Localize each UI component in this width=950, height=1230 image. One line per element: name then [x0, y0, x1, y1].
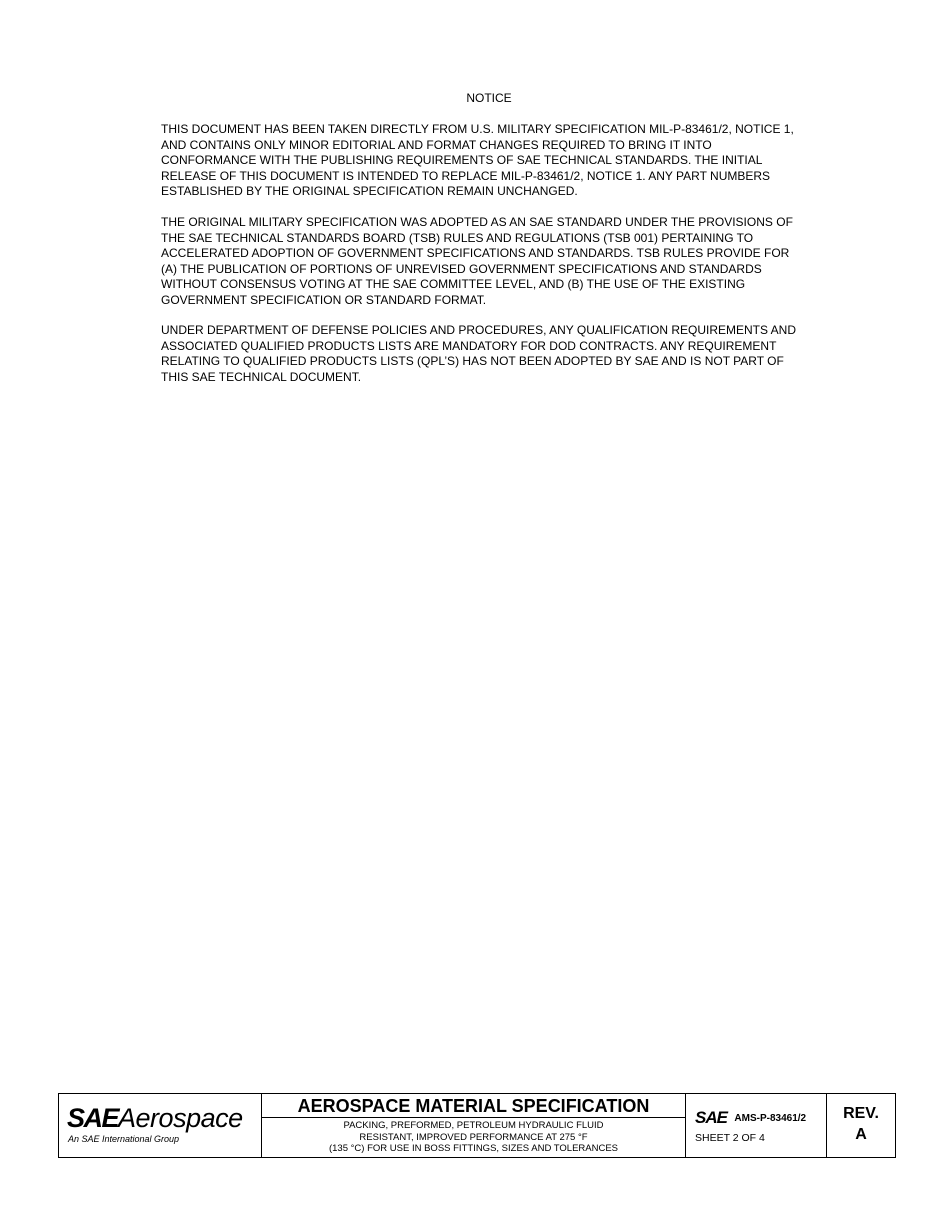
- notice-paragraph-3: UNDER DEPARTMENT OF DEFENSE POLICIES AND PROCEDURES, ANY QUALIFICATION REQUIREMENTS AND ASSOCIATED QUALIFIED PRODUCTS LISTS ARE MANDATORY FOR DOD CONTRACTS. ANY REQUIREMENT RELATING TO QUALIFIED PRODUCTS LISTS (QPL’S) HAS NOT BEEN ADOPTED BY SAE AND IS NOT PART OF THIS SAE TECHNICAL DOCUMENT.: [161, 323, 796, 384]
- doc-number: AMS-P-83461/2: [734, 1112, 807, 1124]
- logo-brand: SAE: [67, 1103, 119, 1133]
- logo-tagline: An SAE International Group: [68, 1134, 180, 1144]
- notice-paragraph-2: THE ORIGINAL MILITARY SPECIFICATION WAS ADOPTED AS AN SAE STANDARD UNDER THE PROVISIONS OF THE SAE TECHNICAL STANDARDS BOARD (TSB) RULES AND REGULATIONS (TSB 001) PERTAINING TO ACCELERATED ADOPTION OF GOVERNMENT SPECIFICATIONS AND STANDARDS. TSB RULES PROVIDE FOR (A) THE PUBLICATION OF PORTIONS OF UNREVISED GOVERNMENT SPECIFICATIONS AND STANDARDS WITHOUT CONSENSUS VOTING AT THE SAE COMMITTEE LEVEL, AND (B) THE USE OF THE EXISTING GOVERNMENT SPECIFICATION OR STANDARD FORMAT.: [161, 215, 793, 307]
- notice-paragraph-1: THIS DOCUMENT HAS BEEN TAKEN DIRECTLY FROM U.S. MILITARY SPECIFICATION MIL-P-83461/2, NOTICE 1, AND CONTAINS ONLY MINOR EDITORIAL AND FORMAT CHANGES REQUIRED TO BRING IT INTO CONFORMANCE WITH THE PUBLISHING REQUIREMENTS OF SAE TECHNICAL STANDARDS. THE INITIAL RELEASE OF THIS DOCUMENT IS INTENDED TO REPLACE MIL-P-83461/2, NOTICE 1. ANY PART NUMBERS ESTABLISHED BY THE ORIGINAL SPECIFICATION REMAIN UNCHANGED.: [161, 122, 794, 198]
- revision-value: A: [855, 1126, 867, 1143]
- logo-product: Aerospace: [118, 1103, 243, 1133]
- sae-logo-small: SAE: [695, 1108, 727, 1127]
- spec-description: PACKING, PREFORMED, PETROLEUM HYDRAULIC FLUID RESISTANT, IMPROVED PERFORMANCE AT 275 °F (135 °C) FOR USE IN BOSS FITTINGS, SIZES AND TOLERANCES: [328, 1120, 619, 1154]
- sheet-number: SHEET 2 OF 4: [695, 1132, 765, 1144]
- spec-title: AEROSPACE MATERIAL SPECIFICATION: [262, 1094, 685, 1118]
- doc-number-cell: [686, 1094, 827, 1157]
- title-block: [58, 1093, 896, 1158]
- spec-title-cell: [262, 1094, 686, 1157]
- revision-label: REV.: [843, 1105, 879, 1122]
- notice-title: NOTICE: [466, 91, 512, 105]
- revision-cell: [827, 1094, 895, 1157]
- sae-aerospace-logo: [59, 1094, 262, 1157]
